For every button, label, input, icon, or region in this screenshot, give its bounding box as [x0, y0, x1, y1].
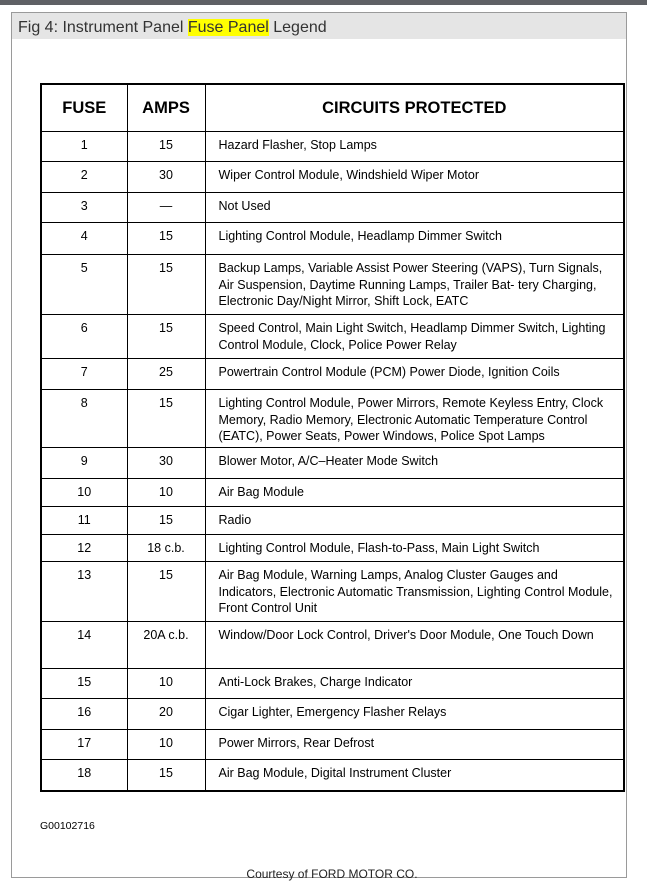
table-row [41, 223, 624, 255]
fuse-number: 15 [41, 669, 127, 699]
circuits-protected: Air Bag Module, Warning Lamps, Analog Cluster Gauges and Indicators, Electronic Automatic Transmission, Lighting Control Module, Front Control Unit [205, 562, 624, 622]
header-amps: AMPS [127, 84, 205, 132]
table-row [41, 255, 624, 315]
circuits-protected: Hazard Flasher, Stop Lamps [205, 132, 624, 162]
circuits-protected: Cigar Lighter, Emergency Flasher Relays [205, 699, 624, 730]
circuits-protected: Powertrain Control Module (PCM) Power Diode, Ignition Coils [205, 359, 624, 390]
caption-highlight: Fuse Panel [187, 19, 269, 36]
amps-rating: 15 [127, 223, 205, 255]
top-bar [0, 0, 647, 5]
amps-rating: 15 [127, 390, 205, 448]
amps-rating: 25 [127, 359, 205, 390]
circuits-protected: Speed Control, Main Light Switch, Headlamp Dimmer Switch, Lighting Control Module, Clock, Police Power Relay [205, 315, 624, 359]
fuse-number: 7 [41, 359, 127, 390]
circuits-protected: Air Bag Module, Digital Instrument Cluster [205, 760, 624, 791]
circuits-protected: Lighting Control Module, Power Mirrors, Remote Keyless Entry, Clock Memory, Radio Memory, Electronic Automatic Temperature Control (EATC), Power Seats, Power Windows, Police Spot Lamps [205, 390, 624, 448]
amps-rating: 30 [127, 162, 205, 193]
fuse-number: 2 [41, 162, 127, 193]
table-row [41, 132, 624, 162]
circuits-protected: Backup Lamps, Variable Assist Power Steering (VAPS), Turn Signals, Air Suspension, Daytime Running Lamps, Trailer Bat- tery Charging, Electronic Day/Night Mirror, Shift Lock, EATC [205, 255, 624, 315]
document-id: G00102716 [40, 820, 95, 832]
circuits-protected: Not Used [205, 193, 624, 223]
table-row [41, 760, 624, 791]
caption-prefix: Fig 4: Instrument Panel [18, 19, 188, 36]
table-row [41, 562, 624, 622]
fuse-number: 8 [41, 390, 127, 448]
table-row [41, 315, 624, 359]
circuits-protected: Air Bag Module [205, 479, 624, 507]
fuse-number: 4 [41, 223, 127, 255]
table-row [41, 699, 624, 730]
amps-rating: — [127, 193, 205, 223]
amps-rating: 10 [127, 730, 205, 760]
table-row [41, 390, 624, 448]
figure-caption [18, 18, 327, 38]
fuse-number: 5 [41, 255, 127, 315]
amps-rating: 20 [127, 699, 205, 730]
fuse-number: 10 [41, 479, 127, 507]
fuse-number: 16 [41, 699, 127, 730]
circuits-protected: Lighting Control Module, Flash-to-Pass, Main Light Switch [205, 535, 624, 562]
courtesy-credit: Courtesy of FORD MOTOR CO. [246, 867, 418, 881]
circuits-protected: Blower Motor, A/C–Heater Mode Switch [205, 448, 624, 479]
amps-rating: 20A c.b. [127, 622, 205, 669]
header-circuits: CIRCUITS PROTECTED [205, 84, 624, 132]
fuse-number: 17 [41, 730, 127, 760]
table-row [41, 535, 624, 562]
circuits-protected: Radio [205, 507, 624, 535]
table-row [41, 507, 624, 535]
fuse-number: 6 [41, 315, 127, 359]
fuse-number: 18 [41, 760, 127, 791]
fuse-number: 13 [41, 562, 127, 622]
caption-bar [12, 13, 626, 39]
amps-rating: 15 [127, 760, 205, 791]
table-row [41, 669, 624, 699]
table-header-row [41, 84, 624, 132]
table-row [41, 730, 624, 760]
table-row [41, 479, 624, 507]
fuse-number: 3 [41, 193, 127, 223]
table-row [41, 162, 624, 193]
fuse-legend-table [40, 83, 625, 792]
amps-rating: 10 [127, 669, 205, 699]
amps-rating: 15 [127, 132, 205, 162]
circuits-protected: Power Mirrors, Rear Defrost [205, 730, 624, 760]
table-row [41, 448, 624, 479]
amps-rating: 10 [127, 479, 205, 507]
fuse-number: 12 [41, 535, 127, 562]
circuits-protected: Anti-Lock Brakes, Charge Indicator [205, 669, 624, 699]
fuse-number: 1 [41, 132, 127, 162]
circuits-protected: Lighting Control Module, Headlamp Dimmer Switch [205, 223, 624, 255]
header-fuse: FUSE [41, 84, 127, 132]
amps-rating: 15 [127, 315, 205, 359]
fuse-number: 14 [41, 622, 127, 669]
figure-frame [11, 12, 627, 881]
table-body [41, 132, 624, 791]
table-row [41, 622, 624, 669]
amps-rating: 15 [127, 507, 205, 535]
amps-rating: 15 [127, 255, 205, 315]
amps-rating: 30 [127, 448, 205, 479]
circuits-protected: Wiper Control Module, Windshield Wiper Motor [205, 162, 624, 193]
fuse-number: 9 [41, 448, 127, 479]
fuse-number: 11 [41, 507, 127, 535]
table-row [41, 359, 624, 390]
circuits-protected: Window/Door Lock Control, Driver's Door Module, One Touch Down [205, 622, 624, 669]
amps-rating: 18 c.b. [127, 535, 205, 562]
caption-suffix: Legend [268, 19, 327, 36]
amps-rating: 15 [127, 562, 205, 622]
table-row [41, 193, 624, 223]
